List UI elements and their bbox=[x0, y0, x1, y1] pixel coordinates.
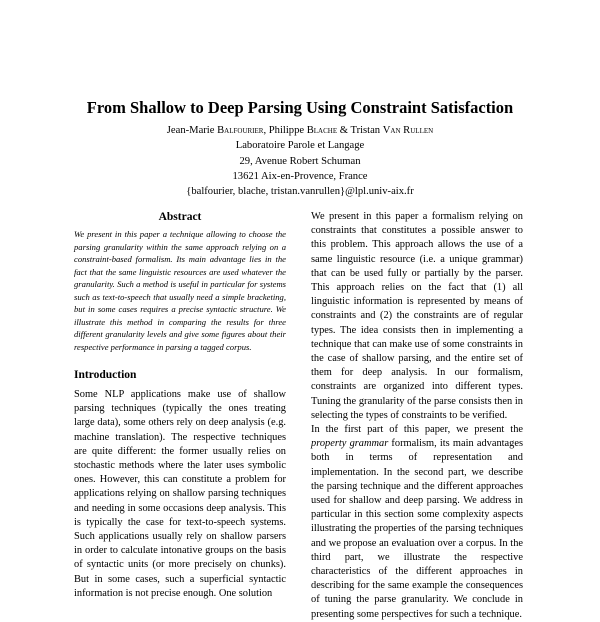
affiliation-street: 29, Avenue Robert Schuman bbox=[239, 155, 361, 167]
author-names bbox=[0, 123, 600, 138]
abstract-heading: Abstract bbox=[158, 211, 202, 223]
right-paragraph-2-start: In the first part of this paper, we present the bbox=[311, 424, 523, 436]
paper-title: From Shallow to Deep Parsing Using Constraint Satisfaction bbox=[86, 98, 514, 117]
affiliation-lab: Laboratoire Parole et Langage bbox=[235, 140, 365, 152]
right-paragraph-2 bbox=[311, 423, 523, 622]
left-column bbox=[74, 210, 286, 599]
author-2-last: Blache bbox=[306, 125, 338, 136]
introduction-text: Some NLP applications make use of shallow parsing techniques (typically the ones treating large data), some others rely on deep analysis (e.g. machine translation). The respective techniques are quite different: the former usually relies on stochastic methods where the later uses symbolic ones. However, this can constitute a problem for applications relying on shallow parsing techniques and needing in some occasions deep analysis. This is typically the case for text-to-speech systems. Such applications usually rely on shallow parsers in order to calculate intonative groups on the basis of syntactic units (or more precisely on chunks). But in some cases, such a superficial syntactic information is not precise enough. One solution bbox=[74, 389, 286, 599]
author-3-last: Van Rullen bbox=[382, 125, 434, 136]
right-paragraph-1: We present in this paper a formalism relying on constraints that constitutes a possible answer to this problem. This approach allows the use of a same linguistic resource (i.e. a unique grammar) that can be used fully or partially by the parser. This approach relies on the fact that (1) all linguistic information is represented by means of constraints and (2) the constraints are of regular types. The idea consists then in implementing a technique that can make use of some constraints in the case of shallow parsing, and the entire set of them for deep analysis. In our formalism, constraints are organized into different types. Tuning the granularity of the parse consists then in selecting the types of constraints to be verified. bbox=[311, 211, 523, 421]
right-paragraph-2-rest: formalism, its main advantages both in terms of representation and implementation. In the second part, we describe the parsing technique and the different approaches used for shallow and deep parsing. We address in particular in this section some complexity aspects illustrating the properties of the parsing techniques and we propose an evaluation over a corpus. In the third part, we illustrate the respective characteristics of the different approaches in describing for the same example the consequences of tuning the parse granularity. We conclude in presenting some perspectives for such a technique. bbox=[311, 438, 523, 620]
author-3-first: & Tristan bbox=[337, 125, 383, 136]
property-grammar-term: property grammar bbox=[311, 438, 389, 450]
author-block bbox=[0, 123, 600, 199]
author-emails: {balfourier, blache, tristan.vanrullen}@lpl.univ-aix.fr bbox=[186, 186, 414, 198]
abstract-text: We present in this paper a technique allowing to choose the parsing granularity within the same approach relying on a constraint-based formalism. Its main advantage lies in the fact that the same linguistic resources are used whatever the granularity. Such a method is useful in particular for systems such as text-to-speech that usually need a simple bracketing, but in some cases requires a precise syntactic structure. We illustrate this method in comparing the results for three different granularity levels and give some figures about their respective performance in parsing a tagged corpus. bbox=[74, 229, 286, 352]
affiliation-city: 13621 Aix-en-Provence, France bbox=[232, 170, 368, 182]
author-2-first: , Philippe bbox=[263, 125, 307, 136]
introduction-heading: Introduction bbox=[74, 369, 137, 381]
author-1-last: Balfourier bbox=[217, 125, 264, 136]
author-1-first: Jean-Marie bbox=[166, 125, 218, 136]
right-column bbox=[311, 210, 523, 622]
